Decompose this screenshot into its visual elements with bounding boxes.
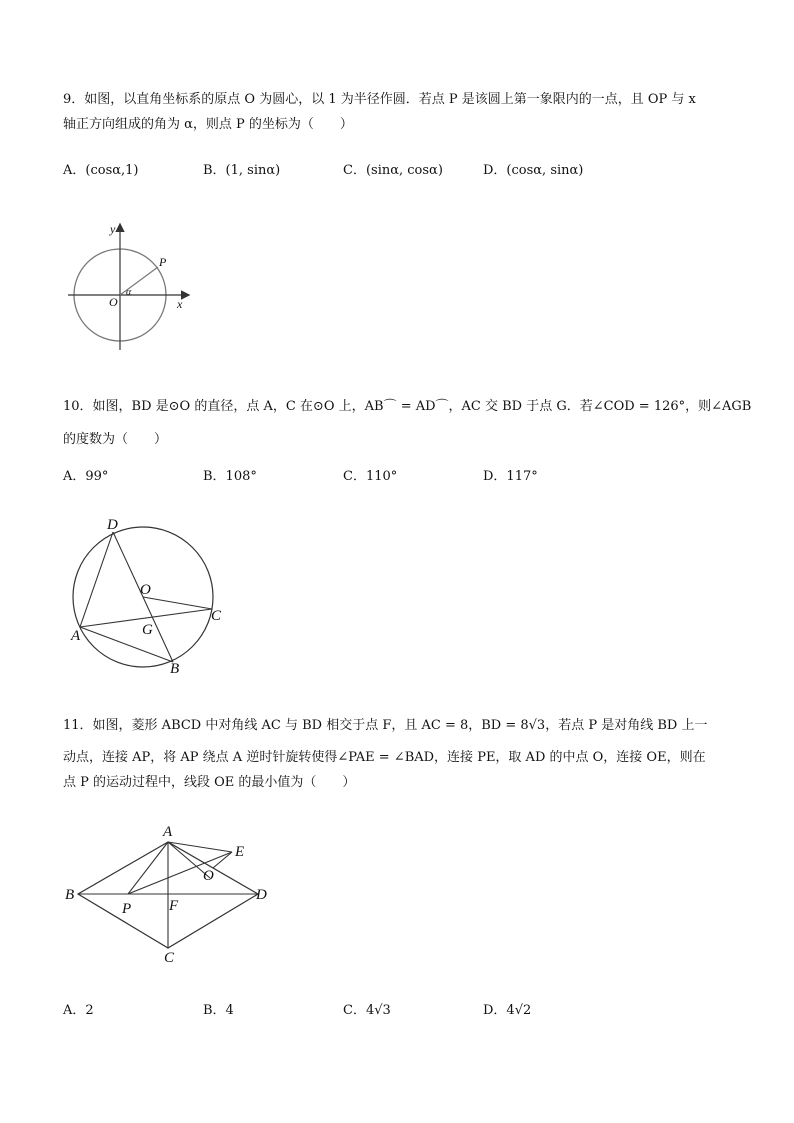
q10-option-c: C．110° <box>343 469 398 484</box>
q9-figure <box>60 215 200 355</box>
q9-option-b: B．(1, sinα) <box>203 163 281 178</box>
q9-stem-line2: 轴正方向组成的角为 α，则点 P 的坐标为（ ） <box>63 117 353 132</box>
q10-stem-line2: 的度数为（ ） <box>63 432 168 447</box>
q10-figure <box>60 512 240 682</box>
label-c: C <box>211 608 222 624</box>
label-a: A <box>71 628 81 644</box>
segment-oe <box>213 852 232 868</box>
label-b: B <box>65 887 75 903</box>
q11-option-a: A．2 <box>63 1003 94 1018</box>
q9-option-d: D．(cosα, sinα) <box>483 163 584 178</box>
label-o: O <box>140 582 151 598</box>
label-b: B <box>170 661 180 677</box>
label-d: D <box>256 887 267 903</box>
q10-option-a: A．99° <box>63 469 109 484</box>
label-f: F <box>169 898 179 914</box>
label-e: E <box>235 844 245 860</box>
label-p: P <box>159 255 167 269</box>
q11-option-c: C．4√3 <box>343 1003 391 1018</box>
label-x: x <box>177 297 183 311</box>
q11-stem-line1: 11．如图，菱形 ABCD 中对角线 AC 与 BD 相交于点 F，且 AC = 8，BD = 8√3，若点 P 是对角线 BD 上一 <box>63 718 708 733</box>
label-alpha: α <box>126 287 132 298</box>
chord-ad <box>80 532 113 627</box>
q9-option-a: A．(cosα,1) <box>63 163 139 178</box>
q11-figure <box>60 818 280 968</box>
label-d: D <box>107 517 118 533</box>
q11-stem-line2: 动点，连接 AP，将 AP 绕点 A 逆时针旋转使得∠PAE = ∠BAD，连接 PE，取 AD 的中点 O，连接 OE，则在 <box>63 750 706 765</box>
label-g: G <box>142 622 153 638</box>
q10-stem-line1: 10．如图，BD 是⊙O 的直径，点 A，C 在⊙O 上，AB⌒ = AD⌒，AC 交 BD 于点 G．若∠COD = 126°，则∠AGB <box>63 399 752 414</box>
q10-option-d: D．117° <box>483 469 538 484</box>
label-p: P <box>122 901 132 917</box>
radius-oc <box>143 597 212 609</box>
label-o: O <box>109 295 118 309</box>
q11-option-d: D．4√2 <box>483 1003 532 1018</box>
q10-option-b: B．108° <box>203 469 257 484</box>
q9-option-c: C．(sinα, cosα) <box>343 163 443 178</box>
label-c: C <box>164 950 175 966</box>
label-o: O <box>203 868 214 884</box>
label-y: y <box>110 222 116 236</box>
label-a: A <box>163 824 173 840</box>
q9-stem-line1: 9．如图，以直角坐标系的原点 O 为圆心，以 1 为半径作圆．若点 P 是该圆上第一象限内的一点，且 OP 与 x <box>63 92 696 107</box>
q11-stem-line3: 点 P 的运动过程中，线段 OE 的最小值为（ ） <box>63 775 356 790</box>
q11-option-b: B．4 <box>203 1003 234 1018</box>
